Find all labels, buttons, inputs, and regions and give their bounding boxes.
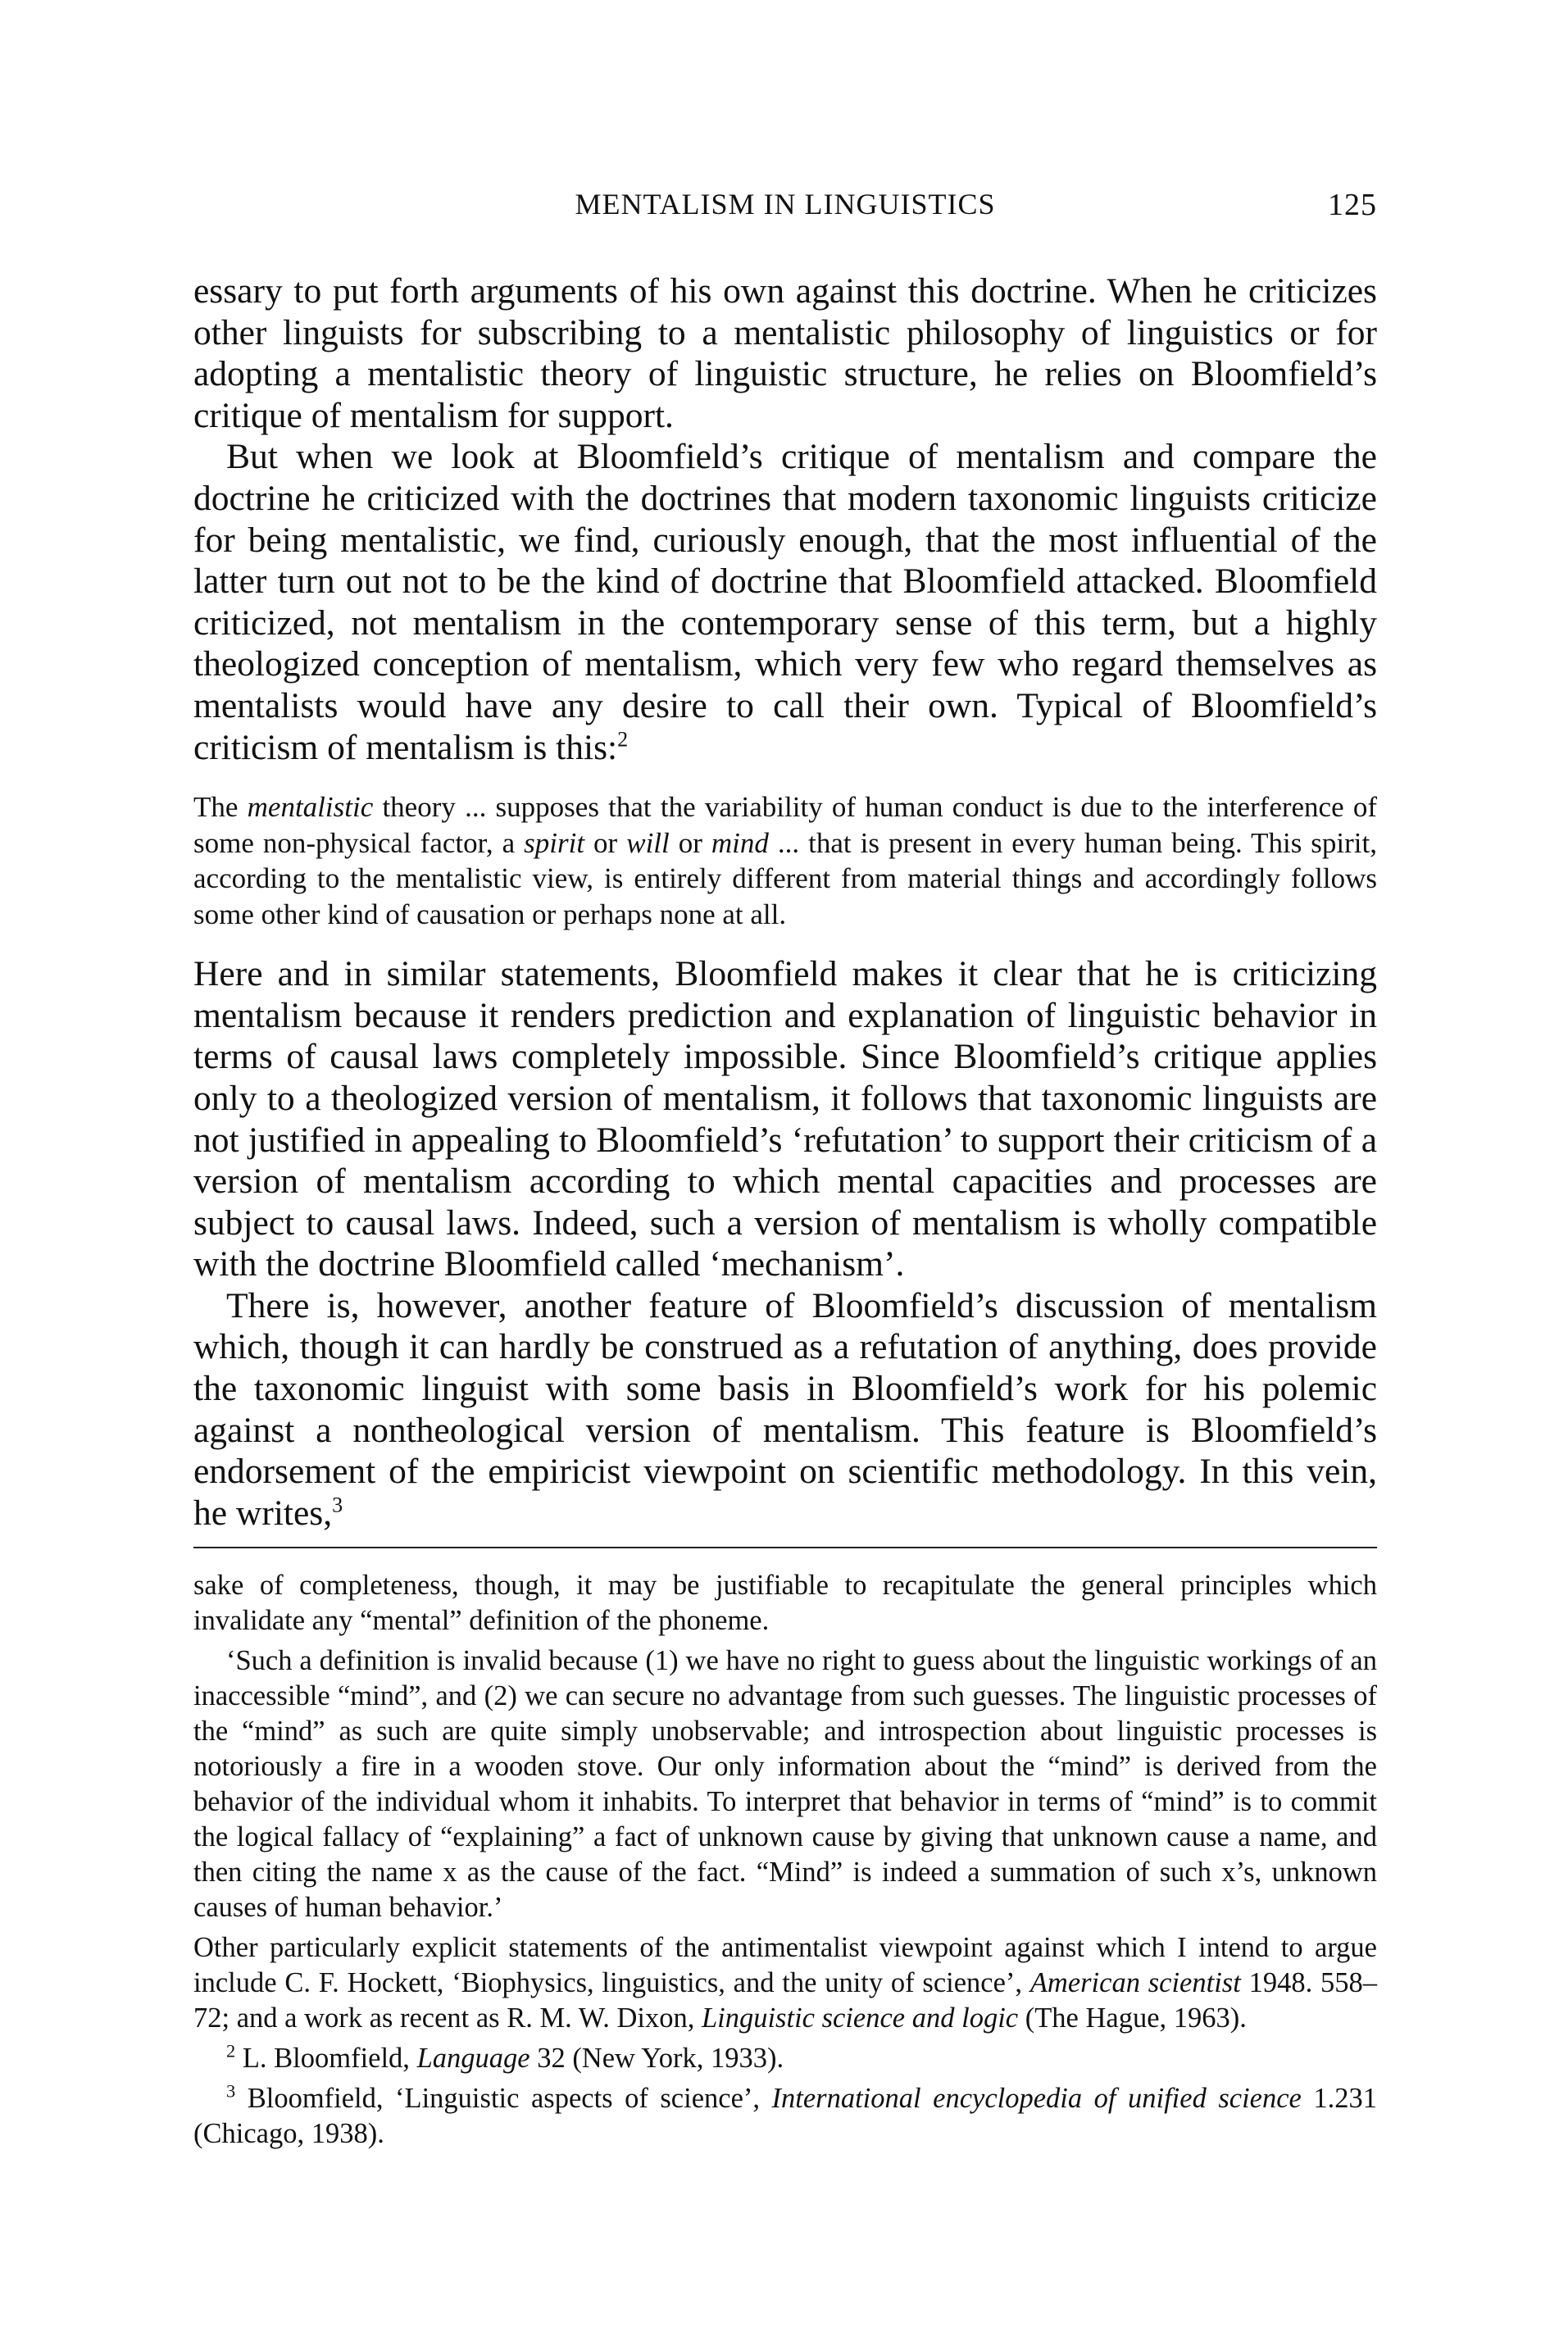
footnote-text: sake of completeness, though, it may be justifiable to recapitulate the general principles which invalidate any “mental” definition of the phoneme.: [193, 1570, 1377, 1637]
footnote-number: 2: [226, 2040, 236, 2061]
quote-text: theory ... supposes that the variability of human conduct is due to the interference of some non-physical factor, a: [193, 791, 1377, 859]
footnote-ref-2: 2: [617, 727, 629, 752]
footnote-text: (The Hague, 1963).: [1018, 2002, 1247, 2034]
quote-italic: mentalistic: [247, 791, 374, 824]
footnote-text: 1.231 (Chicago, 1938).: [193, 2083, 1378, 2150]
quote-text: ... that is present in every human being. This spirit, according to the mentalistic view, is entirely different from material things and accordingly follows some other kind of causation or perhaps none at all.: [193, 826, 1378, 930]
footnote-divider: [193, 1547, 1377, 1548]
quote-italic: will: [626, 826, 670, 859]
page-number: 125: [1328, 188, 1377, 222]
quote-italic: spirit: [524, 826, 585, 859]
footnote-text: 32 (New York, 1933).: [529, 2043, 784, 2075]
page: [193, 187, 1377, 2157]
footnote-italic: Language: [416, 2043, 530, 2075]
quote-text: or: [669, 826, 711, 859]
body-text: [193, 270, 1377, 768]
quote-text: The: [193, 791, 248, 824]
footnote-text: Other particularly explicit statements of the antimentalist viewpoint against which I intend to argue include C. F. Hockett, ‘Biophysics, linguistics, and the unity of science’,: [193, 1932, 1377, 1999]
running-head: [193, 187, 1377, 236]
footnote-3: [193, 2081, 1377, 2152]
footnotes: [193, 1568, 1377, 2152]
footnote-italic: American scientist: [1029, 1967, 1241, 1999]
quote-text: or: [584, 826, 627, 859]
footnote-continuation-1: [193, 1568, 1377, 1639]
footnote-text: L. Bloomfield,: [235, 2043, 417, 2075]
paragraph-3-text: Here and in similar statements, Bloomfield makes it clear that he is criticizing mentalism because it renders prediction and explanation of linguistic behavior in terms of causal laws completely impossible. Since Bloomfield’s critique applies only to a theologized version of mentalism, it follows that taxonomic linguists are not justified in appealing to Bloomfield’s ‘refutation’ to support their criticism of a version of mentalism according to which mental capacities and processes are subject to causal laws. Indeed, such a version of mentalism is wholly compatible with the doctrine Bloomfield called ‘mechanism’.: [193, 954, 1377, 1284]
paragraph-4: [193, 1285, 1377, 1534]
footnote-text: ‘Such a definition is invalid because (1) we have no right to guess about the linguistic workings of an inaccessible “mind”, and (2) we can secure no advantage from such guesses. The linguistic processes of the “mind” as such are quite simply unobservable; and introspection about linguistic processes is notoriously a fire in a wooden stove. Our only information about the “mind” is derived from the behavior of the individual whom it inhabits. To interpret that behavior in terms of “mind” is to commit the logical fallacy of “explaining” a fact of unknown cause by giving that unknown cause a name, and then citing the name x as the cause of the fact. “Mind” is indeed a summation of such x’s, unknown causes of human behavior.’: [193, 1645, 1377, 1924]
footnote-ref-3: 3: [332, 1493, 343, 1517]
paragraph-2-text: But when we look at Bloomfield’s critique of mentalism and compare the doctrine he criticized with the doctrines that modern taxonomic linguists criticize for being mentalistic, we find, curiously enough, that the most influential of the latter turn out not to be the kind of doctrine that Bloomfield attacked. Bloomfield criticized, not mentalism in the contemporary sense of this term, but a highly theologized conception of mentalism, which very few who regard themselves as mentalists would have any desire to call their own. Typical of Bloomfield’s criticism of mentalism is this:: [193, 437, 1377, 767]
quote-italic: mind: [711, 826, 769, 859]
paragraph-3: [193, 953, 1377, 1285]
footnote-number: 3: [226, 2080, 236, 2102]
footnote-text: Bloomfield, ‘Linguistic aspects of science’,: [235, 2083, 772, 2115]
paragraph-4-text: There is, however, another feature of Bloomfield’s discussion of mentalism which, though it can hardly be construed as a refutation of anything, does provide the taxonomic linguist with some basis in Bloomfield’s work for his polemic against a nontheological version of mentalism. This feature is Bloomfield’s endorsement of the empiricist viewpoint on scientific methodology. In this vein, he writes,: [193, 1285, 1377, 1533]
paragraph-1-text: essary to put forth arguments of his own against this doctrine. When he criticizes other linguists for subscribing to a mentalistic philosophy of linguistics or for adopting a mentalistic theory of linguistic structure, he relies on Bloomfield’s critique of mentalism for support.: [193, 271, 1377, 435]
footnote-continuation-3: [193, 1930, 1377, 2036]
running-title: MENTALISM IN LINGUISTICS: [575, 188, 996, 220]
block-quote: [193, 789, 1377, 932]
footnote-continuation-2: [193, 1643, 1377, 1925]
footnote-text: 1948. 558–72; and a work as recent as R. M. W. Dixon,: [193, 1967, 1377, 2034]
paragraph-1: [193, 270, 1377, 436]
footnote-italic: Linguistic science and logic: [701, 2002, 1019, 2034]
paragraph-2: [193, 436, 1377, 768]
body-text-continued: [193, 953, 1377, 1534]
footnote-2: [193, 2041, 1377, 2076]
footnote-italic: International encyclopedia of unified science: [771, 2083, 1302, 2115]
